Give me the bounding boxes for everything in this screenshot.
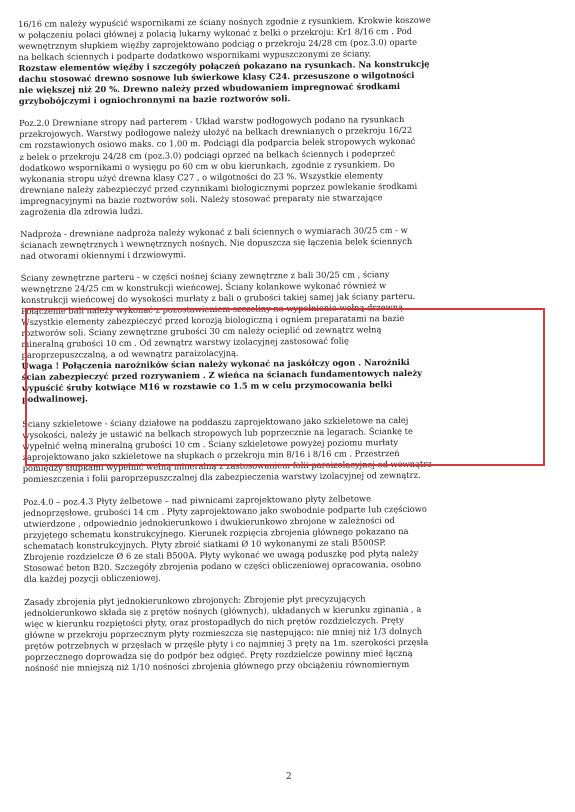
text-line: główne w przekroju poprzecznym płyty rozmieszcza się następująco: nie mniej niż 1/3 dolnych bbox=[24, 626, 423, 641]
text-line: Nadproża - drewniane nadproża należy wykonać z bali ściennych o wymiarach 30/25 cm - w bbox=[20, 224, 408, 239]
text-line: z belek o przekroju 24/28 cm (poz.3.0) podciągi oprzeć na belkach ściennych i podeprzeć bbox=[19, 147, 396, 162]
page-number: 2 bbox=[286, 772, 292, 782]
text-line: przekrojowych. Warstwy podłogowe należy ułożyć na belkach drewnianych o przekroju 16/22 bbox=[19, 125, 413, 140]
text-line: Zasady zbrojenia płyt jednokierunkowo zbrojonych: Zbrojenie płyt precyzujących bbox=[24, 593, 366, 608]
text-line: na belkach ściennych i podparte dodatkowo wspornikami wypuszczonymi ze ściany. bbox=[18, 48, 372, 63]
text-line: Stosować beton B20. Szczegóły zbrojenia podano w części obliczeniowej opracowania, osobno bbox=[23, 558, 422, 574]
paragraph-slab bbox=[23, 491, 559, 585]
text-line: Ściany zewnętrzne parteru - w części nośnej ściany zewnętrzne z bali 30/25 cm , ściany bbox=[20, 269, 390, 283]
text-line-bold: nie większej niż 20 %. Drewno należy przed wbudowaniem impregnować środkami bbox=[18, 81, 401, 96]
text-line: roztworów soli. Ściany zewnętrzne grubości 30 cm należy ocieplić od zewnątrz wełną bbox=[21, 324, 382, 339]
paragraph-slab-rules bbox=[24, 592, 560, 675]
text-line: Zbrojenie rozdzielcze Ø 6 ze stali B500A. Płyty wykonać we uwagą poduszkę pod płytą należy bbox=[23, 547, 419, 562]
text-line: wykonania stropu użyć drewna klasy C27 , o wilgotności do 23 %. Wszystkie elementy bbox=[19, 169, 383, 184]
text-line: zaprojektowano jako szkieletowe na słupkach o przekroju min 8/16 i 8/16 cm . Przestrzeń bbox=[22, 447, 400, 462]
text-line: przyjętego schematu konstrukcyjnego. Kierunek rozpięcia zbrojenia głównego pokazano na bbox=[23, 525, 409, 540]
text-line: wypełnić wełną mineralną grubości 10 cm . Ściany szkieletowe powyżej poziomu murłaty bbox=[22, 436, 399, 451]
text-line: impregnacyjnymi na bazie roztworów soli. Należy stosować preparaty nie stwarzające bbox=[19, 191, 383, 206]
text-line: utwierdzone , odpowiednio jednokierunkowo i dwukierunkowo zbrojone w zależności od bbox=[23, 514, 395, 529]
text-line-bold: Uwaga ! Połączenia narożników ścian należy wykonać na jaskółczy ogon . Narożniki bbox=[21, 357, 410, 372]
text-line: drewniane należy zabezpieczyć przed czynnikami biologicznymi poprzez powlekanie środkami bbox=[19, 180, 418, 195]
text-line: zagrożenia dla zdrowia ludzi. bbox=[19, 205, 144, 217]
text-line-bold: podwalinowej. bbox=[21, 393, 88, 405]
text-line: poprzecznego doprowadza się do podpór bez odgięć. Pręty rozdzielcze powinny mieć łączną bbox=[24, 648, 413, 663]
paragraph-lintels bbox=[20, 223, 555, 262]
text-line: w połączeniu polaci głównej z polacią lukarny wykonać z belki o przekroju: Kr1 8/16 cm . Pod bbox=[18, 25, 413, 41]
text-line: jednoprzęsłowe, grubości 14 cm . Płyty zaprojektowano jako swobodnie podparte lub częściowo bbox=[23, 503, 427, 518]
text-line-bold: wypuścić śruby kotwiące M16 w rozstawie co 1.5 m w celu przymocowania belki bbox=[21, 379, 393, 394]
text-line: cm rozstawionych osiowo maks. co 1.00 m. Podciągi dla podparcia belek stropowych wykonać bbox=[19, 136, 416, 151]
text-line: jednokierunkowo składa się z prętów nośnych (głównych), układanych w kierunku zginania , a bbox=[24, 604, 422, 619]
text-line: wewnętrzne 24/25 cm w konstrukcji wieńcowej. Ściany kolankowe wykonać również w bbox=[20, 280, 387, 294]
text-line-bold: grzybobójczymi i ogniochronnymi na bazie roztworów soli. bbox=[18, 93, 291, 107]
text-line: nośność nie mniejszą niż 1/10 nośności zbrojenia głównego przy obciążeniu równomiernym bbox=[24, 659, 410, 674]
text-line: konstrukcji wieńcowej do wysokości murłaty z bali o grubości takiej samej jak ściany parteru. bbox=[20, 290, 416, 306]
text-line: schematach konstrukcyjnych. Płyty zbroić siatkami Ø 10 wykonanymi ze stali B500SP. bbox=[23, 537, 386, 551]
text-line: 16/16 cm należy wypuścić wspornikami ze ściany nośnych zgodnie z rysunkiem. Krokwie koszowe bbox=[18, 14, 431, 29]
text-line: ścianach zewnętrznych i wewnętrznych nośnych. Nie dopuszcza się łączenia belek ściennych bbox=[20, 235, 413, 250]
text-line: Poz.4.0 – poz.4.3 Płyty żelbetowe – nad piwnicami zaprojektowano płyty żelbetowe bbox=[23, 493, 371, 507]
text-line: pomieszczenia i folii paroprzepuszczalnej dla zabezpieczenia warstwy izolacyjnej od zewnątrz. bbox=[22, 469, 421, 484]
text-line: wysokości, należy je ustawić na belkach stropowych lub poprzecznie na legarach. Ściankę te bbox=[22, 425, 413, 440]
text-line: prętów potrzebnych w przęsłach w przęśle płyty i co najmniej 3 pręty na 1m. szerokości przęsła bbox=[24, 637, 429, 652]
text-line: wewnętrznym słupkiem więźby zaprojektowano podciąg o przekroju 24/28 cm (poz.3.0) oparte bbox=[18, 36, 418, 52]
text-line: pomiędzy słupkami wypełnić wełną mineralną z zastosowaniem folii paroizolacyjnej od wewnątrz bbox=[22, 458, 432, 473]
text-line: Wszystkie elementy zabezpieczyć przed korozją biologiczną i ogniem preparatami na bazie bbox=[21, 313, 405, 328]
text-line: dla każdej pozycji obliczeniowej. bbox=[23, 572, 161, 585]
text-line-bold: ścian zabezpieczyć przed rozrywaniem . Z wieńca na ścianach fundamentowych należy bbox=[21, 368, 423, 383]
text-line: mineralną grubości 10 cm . Od zewnątrz warstwy izolacyjnej zastosować folię bbox=[21, 335, 349, 350]
text-line: Poz.2.0 Drewniane stropy nad parterem - Układ warstw podłogowych podano na rysunkach bbox=[19, 114, 405, 129]
text-line: dodatkowo wspornikami o wysięgu po 60 cm w obu kierunkach, zgodnie z rysunkiem. Do bbox=[19, 158, 395, 173]
text-line-bold: Rozstaw elementów więźby i szczegóły połączeń pokazano na rysunkach. Na konstrukcję bbox=[18, 58, 430, 74]
text-line: Połączenie bali należy wykonać z pozostawieniem szczeliny na wypełnienie wełną drzewną. bbox=[21, 302, 406, 317]
paragraph-roof-rafters bbox=[18, 13, 554, 107]
text-line: paroprzepuszczalną, a od wewnątrz paraizolacyjną. bbox=[21, 347, 239, 361]
text-line-bold: dachu stosować drewno sosnowe lub świerkowe klasy C24. przesuszone o wilgotności bbox=[18, 70, 415, 85]
text-line: nad otworami okiennymi i drzwiowymi. bbox=[20, 249, 187, 261]
highlight-frame bbox=[25, 308, 545, 466]
paragraph-ceiling bbox=[19, 113, 555, 218]
text-line: Ściany szkieletowe - ściany działowe na poddaszu zaprojektowano jako szkieletowe na całej bbox=[22, 414, 409, 429]
text-line: więc w kierunku rozpiętości płyty, oraz prostopadłych do nich prętów rozdzielczych. Pręty bbox=[24, 615, 404, 630]
